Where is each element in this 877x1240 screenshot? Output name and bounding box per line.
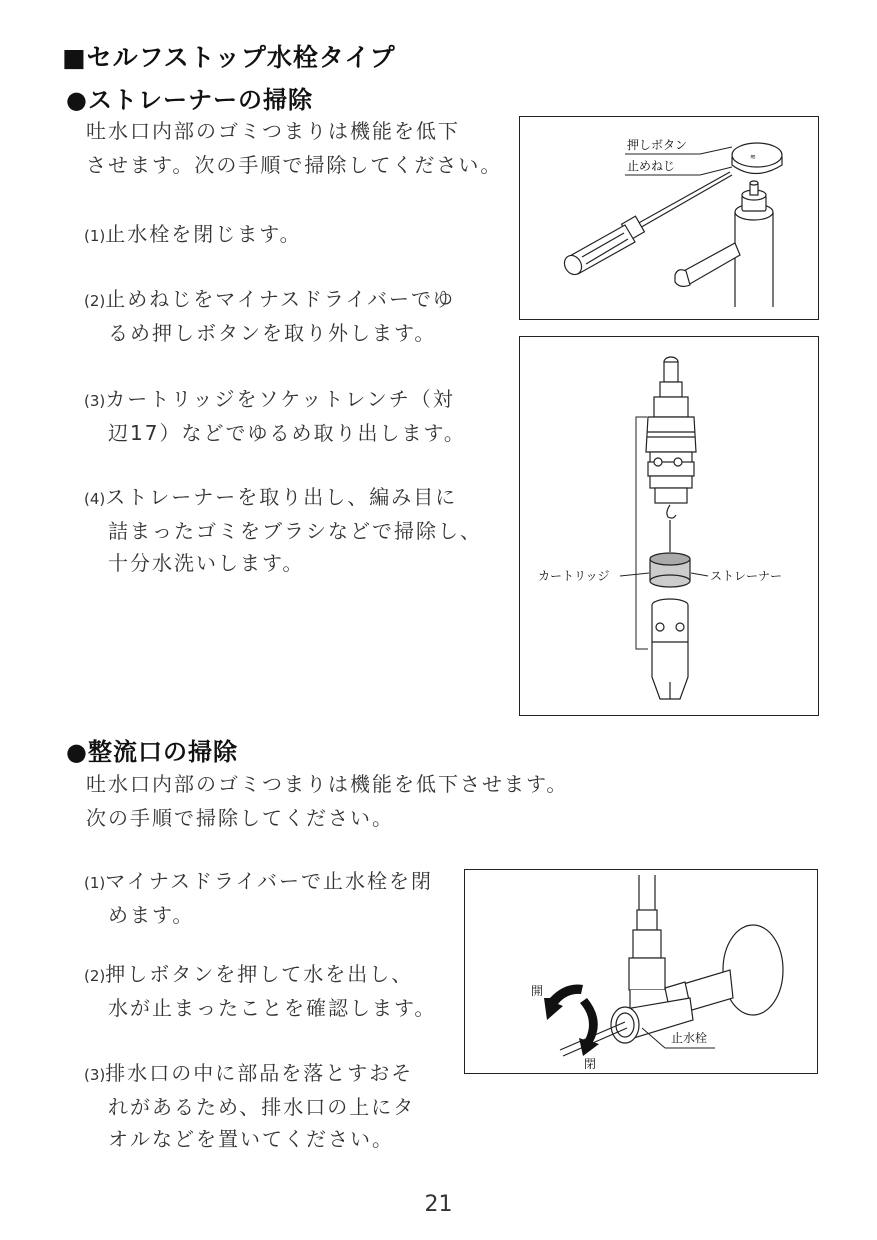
figure-stop-valve: [464, 869, 818, 1074]
label-stop-screw: 止めねじ: [627, 159, 676, 173]
strainer-step-3: [84, 383, 466, 449]
step-text: れがあるため、排水口の上にタ: [108, 1095, 416, 1119]
strainer-heading: ●ストレーナーの掃除: [66, 86, 313, 114]
strainer-step-2: [84, 283, 455, 349]
strainer-step-4: [84, 481, 482, 579]
outlet-step-2: [84, 958, 436, 1024]
step-number: (3): [84, 1066, 106, 1084]
intro-line: 吐水口内部のゴミつまりは機能を低下させます。: [86, 772, 569, 796]
svg-text:≋: ≋: [750, 153, 756, 161]
intro-line: 吐水口内部のゴミつまりは機能を低下: [86, 119, 460, 143]
label-strainer: ストレーナー: [710, 569, 783, 583]
step-text: めます。: [108, 903, 195, 927]
step-text: マイナスドライバーで止水栓を閉: [105, 869, 434, 893]
page-number: 21: [424, 1192, 453, 1217]
step-text: 十分水洗いします。: [108, 551, 305, 575]
step-number: (2): [84, 967, 106, 985]
label-open: 開: [531, 984, 544, 998]
step-text: オルなどを置いてください。: [108, 1127, 394, 1151]
outlet-intro: [86, 767, 568, 835]
push-button-illustration: [732, 143, 782, 174]
figure-cartridge-strainer: [519, 336, 819, 716]
step-text: ストレーナーを取り出し、編み目に: [105, 485, 458, 509]
step-text: カートリッジをソケットレンチ（対: [105, 387, 455, 411]
label-stop-valve: 止水栓: [671, 1031, 708, 1045]
section-title: ■セルフストップ水栓タイプ: [62, 43, 396, 72]
step-text: 排水口の中に部品を落とすおそ: [105, 1061, 414, 1085]
figure-push-button-removal: [519, 116, 819, 320]
step-number: (3): [84, 392, 106, 410]
outlet-step-1: [84, 865, 433, 931]
step-text: るめ押しボタンを取り外します。: [108, 321, 437, 345]
step-text: 押しボタンを押して水を出し、: [105, 962, 414, 986]
strainer-mesh-illustration: [650, 553, 690, 587]
cartridge-illustration: [646, 357, 696, 552]
step-number: (2): [84, 292, 106, 310]
label-close: 閉: [584, 1057, 597, 1071]
step-text: 水が止まったことを確認します。: [108, 996, 437, 1020]
step-number: (4): [84, 490, 106, 508]
outlet-heading: ●整流口の掃除: [66, 738, 238, 766]
intro-line: させます。次の手順で掃除してください。: [86, 153, 503, 177]
intro-line: 次の手順で掃除してください。: [86, 806, 394, 830]
step-number: (1): [84, 874, 106, 892]
label-push-button: 押しボタン: [627, 138, 688, 152]
step-text: 止水栓を閉じます。: [105, 222, 302, 246]
strainer-intro: [86, 114, 502, 182]
label-cartridge: カートリッジ: [538, 569, 610, 583]
stop-valve-illustration: [611, 875, 783, 1043]
step-text: 辺17）などでゆるめ取り出します。: [108, 421, 466, 445]
step-text: 止めねじをマイナスドライバーでゆ: [105, 287, 456, 311]
step-text: 詰まったゴミをブラシなどで掃除し、: [108, 519, 482, 543]
housing-illustration: [652, 599, 688, 699]
step-number: (1): [84, 227, 106, 245]
outlet-step-3: [84, 1057, 415, 1155]
strainer-step-1: [84, 218, 302, 252]
